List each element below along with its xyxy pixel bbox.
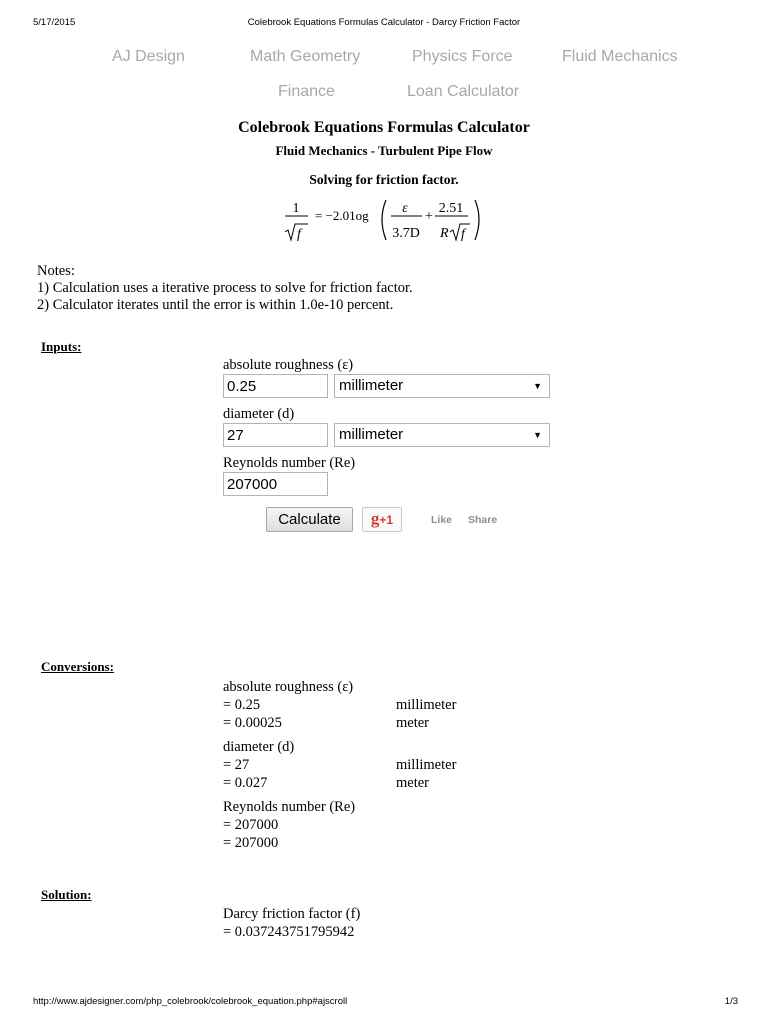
eq-right-denominator-r: R — [440, 226, 449, 241]
google-plus-one-button[interactable] — [362, 507, 402, 532]
conversion-diameter-label: diameter (d) — [223, 739, 295, 755]
conversion-value: = 207000 — [223, 835, 279, 851]
roughness-label: absolute roughness (ε) — [223, 357, 354, 373]
google-plus-count: +1 — [379, 513, 394, 527]
like-link[interactable]: Like — [431, 514, 453, 526]
nav-link-fluid-mechanics[interactable]: Fluid Mechanics — [562, 48, 678, 65]
print-date: 5/17/2015 — [33, 17, 76, 28]
solution-label: Darcy friction factor (f) — [223, 906, 361, 922]
reynolds-label: Reynolds number (Re) — [223, 455, 356, 471]
nav-link-aj-design[interactable]: AJ Design — [112, 48, 185, 65]
conversion-roughness — [223, 678, 457, 732]
conversion-value: = 0.027 — [223, 775, 268, 791]
notes-block — [37, 263, 413, 314]
conversion-value: = 0.25 — [223, 697, 261, 713]
eq-epsilon-denominator: 3.7D — [392, 226, 420, 241]
print-page-number: 1/3 — [724, 996, 738, 1007]
eq-plus: + — [425, 209, 433, 224]
conversion-roughness-label: absolute roughness (ε) — [223, 679, 354, 695]
roughness-unit-select[interactable] — [334, 374, 550, 398]
eq-coefficient: = −2.01og — [315, 208, 369, 223]
nav-link-loan-calculator[interactable]: Loan Calculator — [407, 83, 520, 100]
nav-link-math-geometry[interactable]: Math Geometry — [250, 48, 361, 65]
notes-heading: Notes: — [37, 263, 75, 279]
print-url: http://www.ajdesigner.com/php_colebrook/colebrook_equation.php#ajscroll — [33, 996, 348, 1007]
dropdown-arrow-icon: ▼ — [533, 381, 542, 391]
inputs-section-label: Inputs: — [41, 339, 82, 354]
conversion-unit: millimeter — [396, 757, 457, 773]
solution-section-label: Solution: — [41, 887, 92, 902]
conversions-section-label: Conversions: — [41, 659, 114, 674]
eq-left-denominator: f — [297, 227, 301, 242]
note-item: 2) Calculator iterates until the error is within 1.0e-10 percent. — [37, 297, 394, 313]
conversion-row — [223, 696, 457, 714]
dropdown-arrow-icon: ▼ — [533, 430, 542, 440]
nav-link-finance[interactable]: Finance — [278, 83, 335, 100]
roughness-input[interactable] — [223, 374, 328, 398]
nav-link-physics-force[interactable]: Physics Force — [412, 48, 513, 65]
conversion-row — [223, 714, 430, 732]
solution-block — [223, 905, 360, 941]
print-page-title: Colebrook Equations Formulas Calculator - Darcy Friction Factor — [247, 17, 521, 28]
conversion-row — [223, 774, 430, 792]
left-paren-icon — [382, 200, 386, 240]
diameter-label: diameter (d) — [223, 406, 295, 422]
conversion-diameter — [223, 738, 457, 792]
eq-epsilon: ε — [402, 201, 408, 216]
page-title: Colebrook Equations Formulas Calculator — [238, 119, 530, 136]
share-link[interactable]: Share — [468, 514, 498, 526]
conversion-unit: meter — [396, 775, 430, 791]
sqrt-icon-right — [450, 224, 470, 240]
note-item: 1) Calculation uses a iterative process to solve for friction factor. — [37, 280, 413, 296]
reynolds-input[interactable] — [223, 472, 328, 496]
diameter-unit-value: millimeter — [339, 426, 404, 443]
eq-right-denominator-f: f — [461, 227, 465, 242]
page-subtitle: Fluid Mechanics - Turbulent Pipe Flow — [275, 143, 493, 158]
conversion-value: = 27 — [223, 757, 250, 773]
conversion-unit: millimeter — [396, 697, 457, 713]
eq-right-numerator: 2.51 — [438, 201, 464, 216]
roughness-unit-value: millimeter — [339, 377, 404, 394]
conversion-value: = 0.00025 — [223, 715, 282, 731]
conversion-unit: meter — [396, 715, 430, 731]
google-plus-icon: g — [370, 509, 380, 528]
right-paren-icon — [475, 200, 479, 240]
solution-value: = 0.037243751795942 — [223, 924, 355, 940]
solving-for-heading: Solving for friction factor. — [309, 172, 459, 187]
conversion-row — [223, 756, 457, 774]
diameter-input[interactable] — [223, 423, 328, 447]
eq-left-numerator: 1 — [292, 201, 300, 216]
calculate-button[interactable]: Calculate — [266, 507, 353, 532]
conversion-value: = 207000 — [223, 817, 279, 833]
conversion-reynolds-label: Reynolds number (Re) — [223, 799, 356, 815]
conversion-reynolds — [223, 798, 355, 852]
colebrook-equation — [282, 195, 492, 245]
diameter-unit-select[interactable] — [334, 423, 550, 447]
